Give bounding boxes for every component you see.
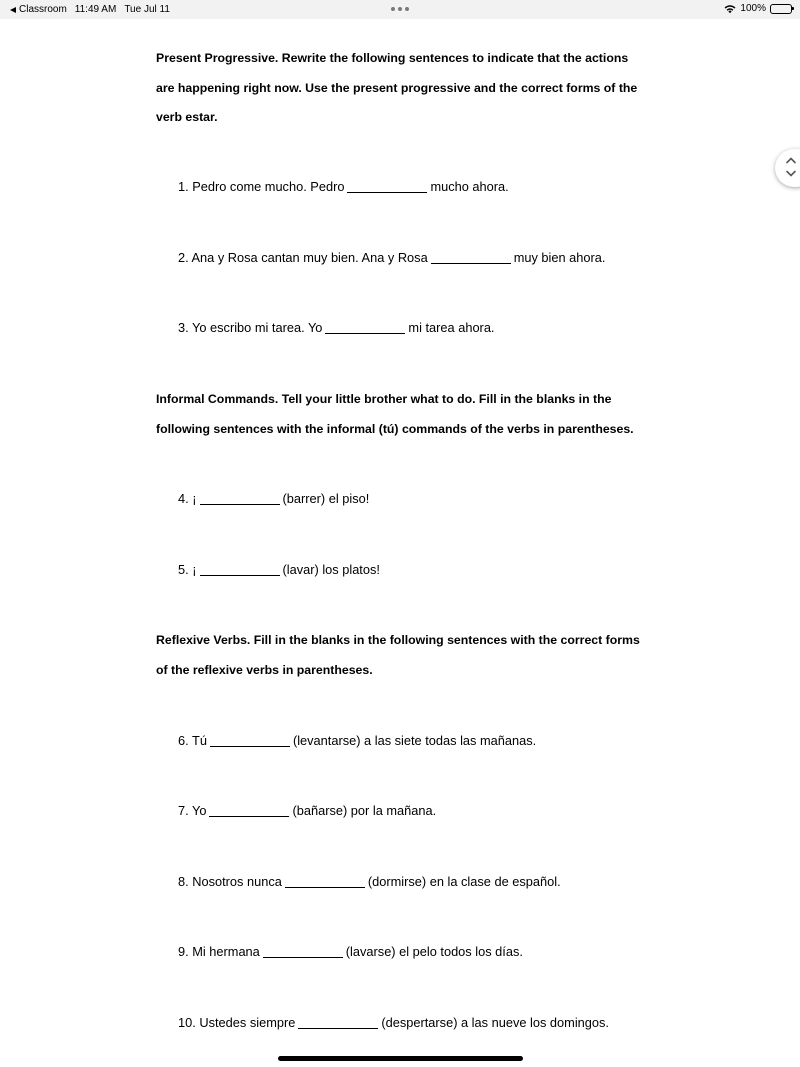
answer-blank[interactable] — [298, 1017, 378, 1029]
back-app-label: Classroom — [19, 4, 67, 15]
question-item — [178, 1015, 609, 1030]
question-item — [178, 562, 380, 577]
chevron-down-icon[interactable] — [785, 170, 797, 178]
instruction-line: verb estar. — [156, 110, 218, 125]
question-item — [178, 733, 536, 748]
answer-blank[interactable] — [431, 252, 511, 264]
question-text-before: 4. ¡ — [178, 491, 197, 506]
answer-blank[interactable] — [325, 322, 405, 334]
question-text-after: (lavarse) el pelo todos los días. — [345, 944, 523, 959]
question-item — [178, 944, 523, 959]
question-text-after: mucho ahora. — [430, 179, 509, 194]
battery-percent: 100% — [740, 3, 766, 14]
section-instructions — [156, 385, 646, 444]
question-text-before: 7. Yo — [178, 803, 207, 818]
question-text-before: 8. Nosotros nunca — [178, 874, 282, 889]
question-text-before: 1. Pedro come mucho. Pedro — [178, 179, 345, 194]
question-text-after: (despertarse) a las nueve los domingos. — [381, 1015, 609, 1030]
status-time: 11:49 AM — [74, 4, 117, 15]
question-text-after: muy bien ahora. — [513, 250, 606, 265]
instruction-line: of the reflexive verbs in parentheses. — [156, 662, 373, 677]
question-text-after: (dormirse) en la clase de español. — [367, 874, 561, 889]
chevron-up-icon[interactable] — [785, 156, 797, 164]
answer-blank[interactable] — [200, 493, 280, 505]
instruction-line: following sentences with the informal (tú) commands of the verbs in parentheses. — [156, 421, 634, 436]
question-text-before: 5. ¡ — [178, 562, 197, 577]
question-item — [178, 803, 436, 818]
question-text-after: mi tarea ahora. — [408, 320, 495, 335]
instruction-line: Reflexive Verbs. Fill in the blanks in the following sentences with the correct forms — [156, 633, 640, 647]
instruction-line: are happening right now. Use the present progressive and the correct forms of the — [156, 80, 638, 95]
question-text-before: 3. Yo escribo mi tarea. Yo — [178, 320, 323, 335]
question-item — [178, 491, 369, 506]
question-text-before: 6. Tú — [178, 733, 207, 748]
answer-blank[interactable] — [347, 181, 427, 193]
answer-blank[interactable] — [285, 876, 365, 888]
section-instructions — [156, 44, 646, 133]
section-instructions — [156, 626, 646, 685]
question-text-after: (levantarse) a las siete todas las mañanas. — [292, 733, 537, 748]
question-item — [178, 179, 509, 194]
question-item — [178, 320, 495, 335]
answer-blank[interactable] — [200, 564, 280, 576]
answer-blank[interactable] — [210, 735, 290, 747]
question-text-before: 2. Ana y Rosa cantan muy bien. Ana y Rosa — [178, 250, 428, 265]
question-item — [178, 874, 561, 889]
question-text-after: (bañarse) por la mañana. — [292, 803, 437, 818]
question-item — [178, 250, 605, 265]
instruction-line: Present Progressive. Rewrite the following sentences to indicate that the actions — [156, 51, 629, 65]
status-date: Tue Jul 11 — [124, 4, 170, 15]
question-text-before: 9. Mi hermana — [178, 944, 260, 959]
instruction-line: Informal Commands. Tell your little brother what to do. Fill in the blanks in the — [156, 392, 612, 406]
answer-blank[interactable] — [209, 805, 289, 817]
question-text-before: 10. Ustedes siempre — [178, 1015, 296, 1030]
answer-blank[interactable] — [263, 946, 343, 958]
question-text-after: (lavar) los platos! — [282, 562, 380, 577]
question-text-after: (barrer) el piso! — [282, 491, 370, 506]
home-indicator[interactable] — [278, 1056, 523, 1061]
